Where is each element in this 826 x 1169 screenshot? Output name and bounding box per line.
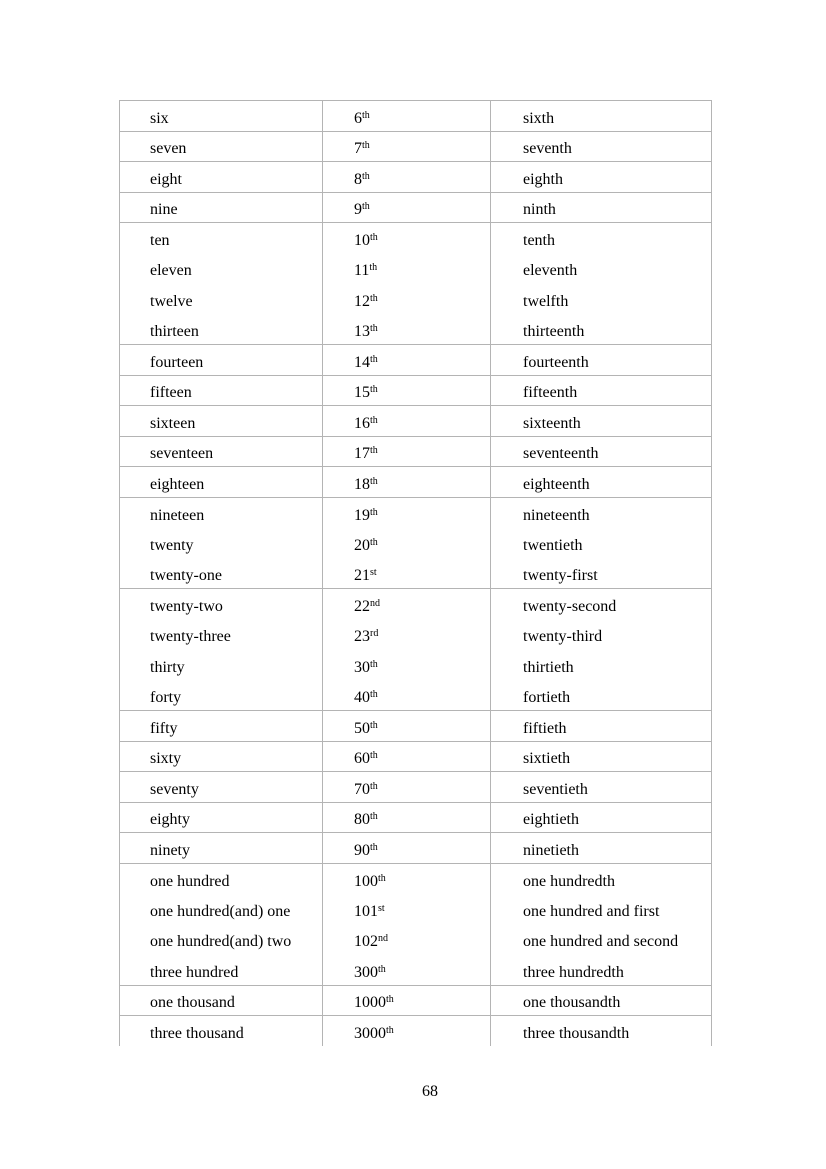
ordinal-numeric-cell	[323, 741, 491, 772]
cardinal-text: twenty-two	[150, 598, 223, 615]
cardinal-text: eighty	[150, 811, 190, 829]
numbers-table	[119, 100, 712, 1046]
ordinal-numeric-cell	[323, 284, 491, 315]
ordinal-word-cell	[491, 162, 712, 193]
ordinal-number: 50	[354, 719, 370, 737]
table-row	[120, 650, 712, 681]
ordinal-numeric-cell	[323, 528, 491, 559]
page-number: 68	[422, 1083, 438, 1100]
cardinal-text: three hundred	[150, 963, 239, 981]
cardinal-text: one thousand	[150, 994, 235, 1012]
ordinal-word-cell	[491, 558, 712, 589]
cardinal-cell	[120, 680, 323, 711]
ordinal-numeric-cell	[323, 802, 491, 833]
table-row	[120, 192, 712, 223]
ordinal-number: 6	[354, 109, 362, 127]
ordinal-word-text: twenty-third	[523, 628, 603, 646]
ordinal-word-text: thirteenth	[523, 323, 585, 340]
ordinal-word-cell	[491, 497, 712, 528]
table-row	[120, 406, 712, 437]
ordinal-numeric-cell	[323, 833, 491, 864]
cardinal-cell	[120, 985, 323, 1016]
ordinal-word-text: one hundred and second	[523, 933, 679, 951]
ordinal-word-cell	[491, 924, 712, 955]
cardinal-cell	[120, 101, 323, 132]
cardinal-text: twenty-one	[150, 567, 222, 584]
ordinal-word-text: fortieth	[523, 689, 571, 706]
ordinal-suffix: st	[370, 567, 377, 578]
table-row	[120, 924, 712, 955]
table-row	[120, 345, 712, 376]
ordinal-suffix: rd	[370, 628, 379, 640]
cardinal-cell	[120, 192, 323, 223]
ordinal-word-text: twentieth	[523, 536, 583, 554]
cardinal-cell	[120, 1016, 323, 1047]
ordinal-word-cell	[491, 680, 712, 711]
ordinal-suffix: th	[370, 841, 378, 853]
ordinal-numeric-cell	[323, 894, 491, 925]
ordinal-word-text: eleventh	[523, 262, 578, 280]
ordinal-suffix: th	[370, 384, 378, 396]
ordinal-number: 22	[354, 598, 370, 615]
ordinal-word-text: twelfth	[523, 292, 569, 310]
cardinal-text: forty	[150, 689, 182, 706]
table-row	[120, 314, 712, 345]
ordinal-word-cell	[491, 467, 712, 498]
ordinal-number: 8	[354, 170, 362, 188]
cardinal-text: eleven	[150, 262, 192, 280]
ordinal-numeric-cell	[323, 162, 491, 193]
ordinal-suffix: nd	[370, 598, 380, 609]
ordinal-number: 23	[354, 628, 370, 646]
ordinal-number: 21	[354, 567, 370, 584]
ordinal-number: 102	[354, 933, 378, 951]
ordinal-number: 16	[354, 414, 370, 432]
table-row	[120, 162, 712, 193]
ordinal-numeric-cell	[323, 1016, 491, 1047]
cardinal-text: ten	[150, 232, 170, 249]
cardinal-text: three thousand	[150, 1025, 244, 1042]
ordinal-number: 30	[354, 658, 370, 676]
table-row	[120, 131, 712, 162]
ordinal-number: 80	[354, 811, 370, 829]
table-row	[120, 802, 712, 833]
table-row	[120, 101, 712, 132]
table-row	[120, 436, 712, 467]
cardinal-text: sixteen	[150, 414, 196, 432]
ordinal-word-cell	[491, 314, 712, 345]
table-row	[120, 497, 712, 528]
ordinal-suffix: th	[370, 414, 378, 426]
cardinal-cell	[120, 924, 323, 955]
ordinal-number: 40	[354, 689, 370, 706]
ordinal-suffix: th	[370, 536, 378, 548]
ordinal-suffix: th	[370, 353, 378, 365]
ordinal-word-text: sixteenth	[523, 414, 581, 432]
ordinal-word-text: twenty-first	[523, 567, 598, 584]
ordinal-number: 17	[354, 445, 370, 463]
cardinal-text: seven	[150, 140, 187, 158]
ordinal-word-cell	[491, 985, 712, 1016]
ordinal-word-text: ninetieth	[523, 841, 579, 859]
ordinal-number: 60	[354, 750, 370, 768]
ordinal-number: 1000	[354, 994, 386, 1012]
ordinal-numeric-cell	[323, 589, 491, 620]
ordinal-word-text: eighth	[523, 170, 563, 188]
cardinal-text: twenty-three	[150, 628, 231, 646]
ordinal-word-cell	[491, 650, 712, 681]
table-row	[120, 619, 712, 650]
ordinal-numeric-cell	[323, 924, 491, 955]
cardinal-cell	[120, 711, 323, 742]
ordinal-word-cell	[491, 101, 712, 132]
cardinal-cell	[120, 375, 323, 406]
ordinal-word-cell	[491, 802, 712, 833]
ordinal-number: 7	[354, 140, 362, 158]
cardinal-cell	[120, 619, 323, 650]
ordinal-word-text: three thousandth	[523, 1025, 630, 1042]
ordinal-word-text: seventeenth	[523, 445, 599, 463]
ordinal-numeric-cell	[323, 375, 491, 406]
ordinal-numeric-cell	[323, 314, 491, 345]
cardinal-text: seventy	[150, 780, 199, 798]
table-row	[120, 528, 712, 559]
ordinal-word-cell	[491, 253, 712, 284]
cardinal-text: one hundred	[150, 872, 230, 890]
ordinal-word-cell	[491, 436, 712, 467]
ordinal-word-cell	[491, 589, 712, 620]
table-row	[120, 589, 712, 620]
cardinal-cell	[120, 345, 323, 376]
ordinal-word-text: thirtieth	[523, 658, 574, 676]
cardinal-cell	[120, 223, 323, 254]
ordinal-suffix: th	[370, 506, 378, 518]
ordinal-suffix: th	[370, 689, 378, 700]
ordinal-word-text: fourteenth	[523, 353, 589, 371]
ordinal-word-text: sixth	[523, 109, 555, 127]
cardinal-cell	[120, 314, 323, 345]
ordinal-numeric-cell	[323, 772, 491, 803]
ordinal-suffix: th	[370, 811, 378, 823]
number-table-body	[120, 101, 712, 1047]
ordinal-number: 15	[354, 384, 370, 402]
ordinal-word-text: eighteenth	[523, 475, 590, 493]
ordinal-word-text: sixtieth	[523, 750, 571, 768]
ordinal-number: 12	[354, 292, 370, 310]
ordinal-word-cell	[491, 833, 712, 864]
ordinal-suffix: th	[378, 872, 386, 884]
ordinal-suffix: th	[386, 1025, 394, 1036]
cardinal-cell	[120, 863, 323, 894]
ordinal-word-text: eightieth	[523, 811, 579, 829]
ordinal-word-text: three hundredth	[523, 963, 624, 981]
ordinal-numeric-cell	[323, 680, 491, 711]
ordinal-suffix: st	[378, 902, 385, 914]
ordinal-word-cell	[491, 131, 712, 162]
ordinal-number: 20	[354, 536, 370, 554]
cardinal-cell	[120, 162, 323, 193]
ordinal-word-cell	[491, 955, 712, 986]
ordinal-numeric-cell	[323, 345, 491, 376]
ordinal-word-cell	[491, 894, 712, 925]
ordinal-numeric-cell	[323, 711, 491, 742]
table-row	[120, 375, 712, 406]
ordinal-word-text: seventieth	[523, 780, 588, 798]
cardinal-cell	[120, 558, 323, 589]
cardinal-text: seventeen	[150, 445, 214, 463]
ordinal-suffix: th	[370, 750, 378, 762]
cardinal-text: fifty	[150, 719, 178, 737]
ordinal-suffix: th	[370, 475, 378, 487]
table-row	[120, 955, 712, 986]
ordinal-word-text: one thousandth	[523, 994, 621, 1012]
ordinal-word-text: tenth	[523, 232, 555, 249]
cardinal-text: fourteen	[150, 353, 204, 371]
cardinal-text: twelve	[150, 292, 193, 310]
ordinal-word-cell	[491, 863, 712, 894]
cardinal-cell	[120, 802, 323, 833]
cardinal-cell	[120, 406, 323, 437]
ordinal-numeric-cell	[323, 223, 491, 254]
ordinal-numeric-cell	[323, 863, 491, 894]
cardinal-text: sixty	[150, 750, 182, 768]
ordinal-number: 100	[354, 872, 378, 890]
cardinal-text: nine	[150, 201, 178, 219]
cardinal-text: six	[150, 109, 169, 127]
ordinal-suffix: th	[370, 292, 378, 304]
ordinal-numeric-cell	[323, 101, 491, 132]
cardinal-cell	[120, 894, 323, 925]
cardinal-text: thirty	[150, 658, 185, 676]
ordinal-suffix: th	[362, 109, 370, 121]
ordinal-suffix: th	[362, 140, 370, 152]
ordinal-number: 14	[354, 353, 370, 371]
cardinal-text: thirteen	[150, 323, 199, 340]
ordinal-numeric-cell	[323, 131, 491, 162]
cardinal-text: one hundred(and) two	[150, 933, 292, 951]
ordinal-word-cell	[491, 345, 712, 376]
ordinal-word-cell	[491, 284, 712, 315]
ordinal-suffix: th	[369, 262, 378, 274]
cardinal-cell	[120, 436, 323, 467]
ordinal-numeric-cell	[323, 436, 491, 467]
ordinal-numeric-cell	[323, 192, 491, 223]
cardinal-cell	[120, 650, 323, 681]
ordinal-word-text: fifteenth	[523, 384, 578, 402]
cardinal-cell	[120, 741, 323, 772]
cardinal-text: fifteen	[150, 384, 192, 402]
cardinal-cell	[120, 772, 323, 803]
ordinal-word-text: one hundredth	[523, 872, 615, 890]
table-row	[120, 223, 712, 254]
ordinal-word-text: twenty-second	[523, 598, 617, 615]
ordinal-suffix: th	[370, 445, 378, 457]
ordinal-numeric-cell	[323, 558, 491, 589]
ordinal-word-cell	[491, 528, 712, 559]
ordinal-numeric-cell	[323, 619, 491, 650]
ordinal-number: 101	[354, 902, 378, 920]
cardinal-cell	[120, 589, 323, 620]
table-row	[120, 1016, 712, 1047]
ordinal-suffix: th	[386, 994, 394, 1006]
ordinal-word-cell	[491, 223, 712, 254]
table-row	[120, 558, 712, 589]
table-row	[120, 772, 712, 803]
ordinal-numeric-cell	[323, 253, 491, 284]
ordinal-word-cell	[491, 619, 712, 650]
cardinal-text: nineteen	[150, 506, 205, 524]
ordinal-number: 19	[354, 506, 370, 524]
ordinal-suffix: nd	[378, 933, 388, 945]
ordinal-word-text: seventh	[523, 140, 572, 158]
ordinal-word-cell	[491, 406, 712, 437]
ordinal-numeric-cell	[323, 497, 491, 528]
ordinal-numeric-cell	[323, 467, 491, 498]
ordinal-number: 9	[354, 201, 362, 219]
cardinal-cell	[120, 253, 323, 284]
ordinal-suffix: th	[378, 963, 386, 975]
ordinal-numeric-cell	[323, 955, 491, 986]
ordinal-number: 90	[354, 841, 370, 859]
ordinal-word-cell	[491, 375, 712, 406]
table-row	[120, 741, 712, 772]
cardinal-text: eighteen	[150, 475, 205, 493]
table-row	[120, 680, 712, 711]
ordinal-word-text: one hundred and first	[523, 902, 660, 920]
ordinal-word-text: ninth	[523, 201, 556, 219]
ordinal-number: 13	[354, 323, 370, 340]
ordinal-suffix: th	[370, 232, 378, 243]
ordinal-word-cell	[491, 1016, 712, 1047]
cardinal-text: ninety	[150, 841, 190, 859]
table-row	[120, 985, 712, 1016]
ordinal-numeric-cell	[323, 406, 491, 437]
ordinal-word-cell	[491, 741, 712, 772]
table-row	[120, 863, 712, 894]
table-row	[120, 253, 712, 284]
ordinal-suffix: th	[370, 323, 378, 334]
cardinal-cell	[120, 955, 323, 986]
cardinal-cell	[120, 467, 323, 498]
ordinal-word-cell	[491, 192, 712, 223]
ordinal-suffix: th	[370, 658, 378, 670]
ordinal-suffix: th	[370, 719, 378, 731]
ordinal-suffix: th	[370, 780, 378, 792]
ordinal-number: 70	[354, 780, 370, 798]
table-row	[120, 467, 712, 498]
ordinal-number: 3000	[354, 1025, 386, 1042]
ordinal-word-text: nineteenth	[523, 506, 590, 524]
ordinal-numeric-cell	[323, 985, 491, 1016]
cardinal-cell	[120, 528, 323, 559]
ordinal-number: 300	[354, 963, 378, 981]
cardinal-text: twenty	[150, 536, 194, 554]
ordinal-number: 11	[354, 262, 370, 280]
ordinal-word-cell	[491, 711, 712, 742]
ordinal-number: 10	[354, 232, 370, 249]
table-row	[120, 894, 712, 925]
cardinal-text: eight	[150, 170, 182, 188]
ordinal-numeric-cell	[323, 650, 491, 681]
table-row	[120, 833, 712, 864]
ordinal-suffix: th	[362, 201, 370, 213]
ordinal-suffix: th	[362, 170, 370, 182]
table-row	[120, 284, 712, 315]
cardinal-text: one hundred(and) one	[150, 902, 291, 920]
ordinal-word-text: fiftieth	[523, 719, 567, 737]
cardinal-cell	[120, 131, 323, 162]
cardinal-cell	[120, 497, 323, 528]
ordinal-number: 18	[354, 475, 370, 493]
cardinal-cell	[120, 833, 323, 864]
table-row	[120, 711, 712, 742]
cardinal-cell	[120, 284, 323, 315]
ordinal-word-cell	[491, 772, 712, 803]
